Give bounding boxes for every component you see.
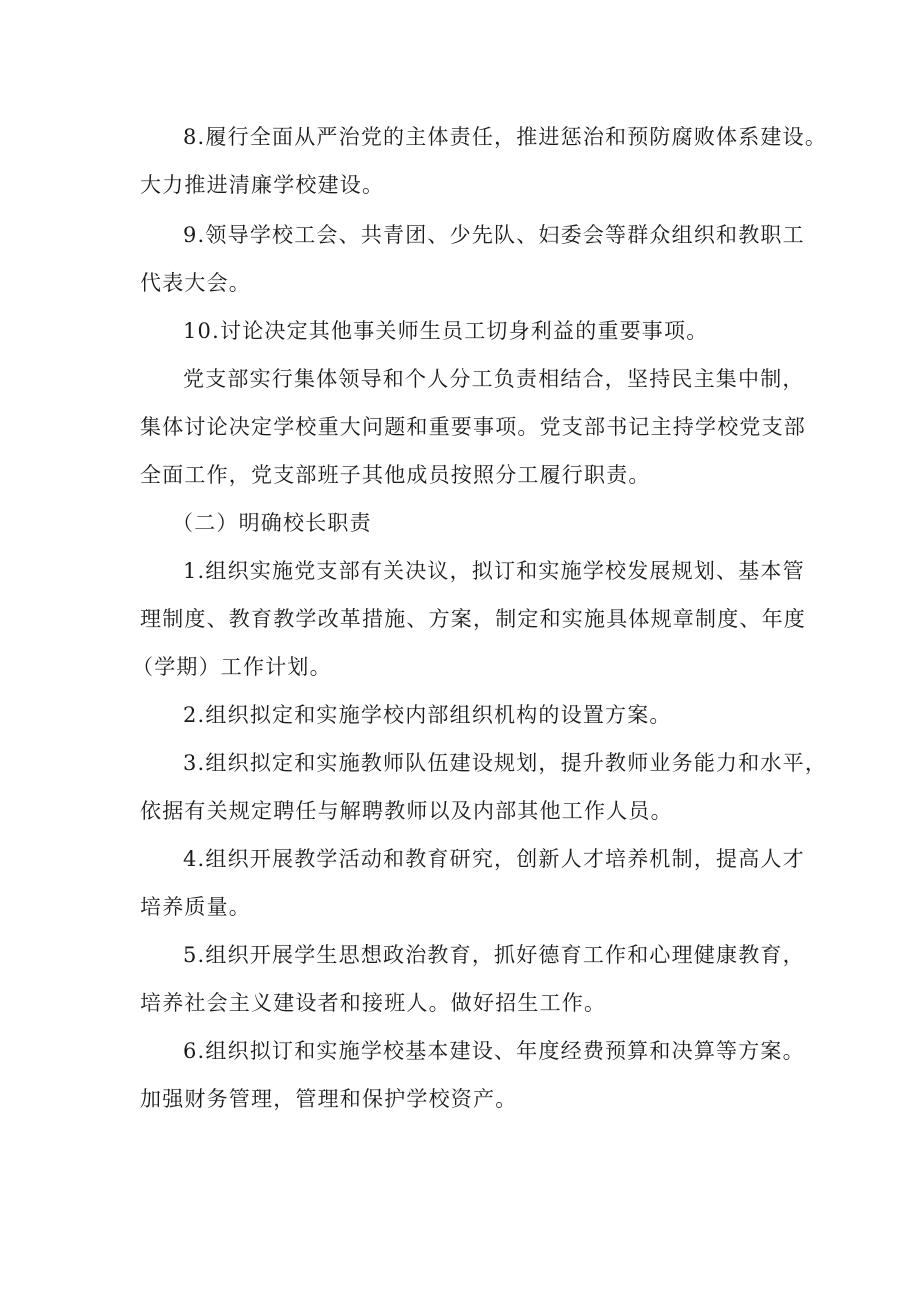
text-line: 3.组织拟定和实施教师队伍建设规划，提升教师业务能力和水平， xyxy=(183,751,828,775)
text-line: 9.领导学校工会、共青团、少先队、妇委会等群众组织和教职工 xyxy=(183,223,805,247)
text-line: 党支部实行集体领导和个人分工负责相结合，坚持民主集中制， xyxy=(183,367,805,391)
text-line: 4.组织开展教学活动和教育研究，创新人才培养机制，提高人才 xyxy=(183,847,805,871)
text-line: 培养社会主义建设者和接班人。做好招生工作。 xyxy=(140,991,607,1015)
section-heading: （二）明确校长职责 xyxy=(172,511,372,535)
text-line: 大力推进清廉学校建设。 xyxy=(140,173,385,197)
text-line: 集体讨论决定学校重大问题和重要事项。党支部书记主持学校党支部 xyxy=(140,415,806,439)
text-line: 培养质量。 xyxy=(140,895,251,919)
text-line: 加强财务管理，管理和保护学校资产。 xyxy=(140,1087,518,1111)
text-line: 10.讨论决定其他事关师生员工切身利益的重要事项。 xyxy=(183,319,709,343)
text-line: 理制度、教育教学改革措施、方案，制定和实施具体规章制度、年度 xyxy=(140,607,806,631)
text-line: （学期）工作计划。 xyxy=(132,655,332,679)
text-line: 5.组织开展学生思想政治教育，抓好德育工作和心理健康教育， xyxy=(183,943,805,967)
text-line: 全面工作，党支部班子其他成员按照分工履行职责。 xyxy=(140,463,651,487)
text-line: 8.履行全面从严治党的主体责任，推进惩治和预防腐败体系建设。 xyxy=(183,125,828,149)
text-line: 代表大会。 xyxy=(140,271,251,295)
text-line: 依据有关规定聘任与解聘教师以及内部其他工作人员。 xyxy=(140,799,673,823)
text-line: 2.组织拟定和实施学校内部组织机构的设置方案。 xyxy=(183,703,672,727)
text-line: 6.组织拟订和实施学校基本建设、年度经费预算和决算等方案。 xyxy=(183,1039,805,1063)
text-line: 1.组织实施党支部有关决议，拟订和实施学校发展规划、基本管 xyxy=(183,559,805,583)
